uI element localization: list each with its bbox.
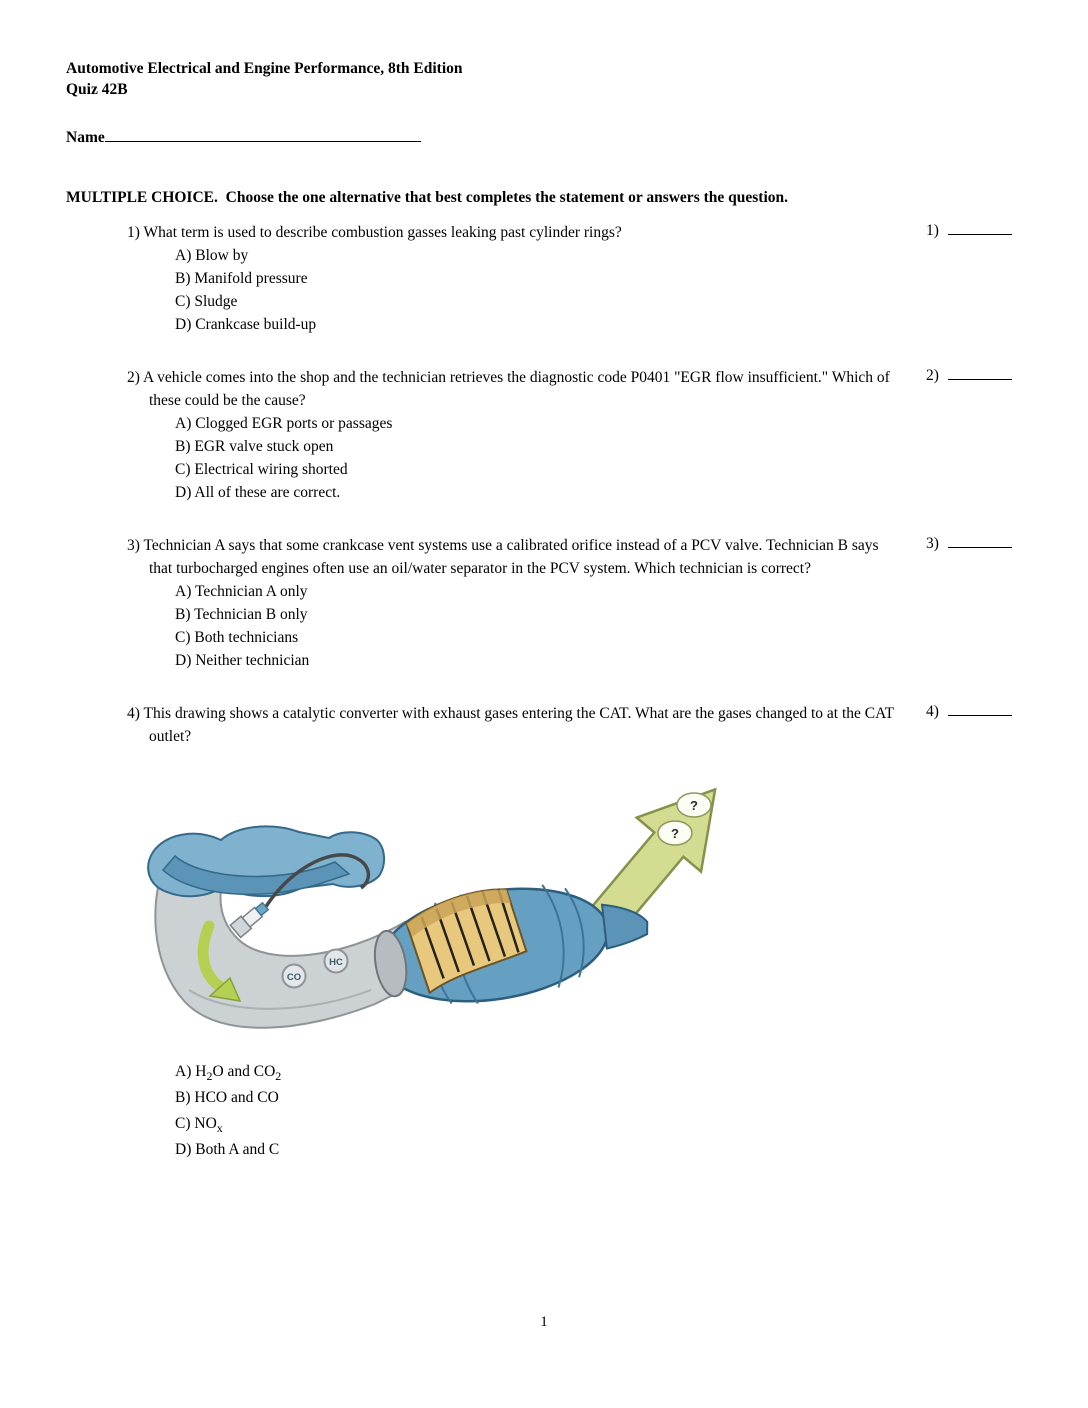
question-2 [127,366,1026,504]
catalytic-converter-figure [143,760,763,1040]
page-number: 1 [540,1314,548,1330]
question-2-text [127,366,895,412]
answer-slot-2 [926,366,1026,385]
question-oval-2 [658,821,692,845]
choice-c-sub: x [216,1121,223,1136]
question-3 [127,534,1026,672]
figure-wrap [143,760,763,1045]
question-1 [127,221,1026,336]
answer-number-4: 4) [926,703,939,720]
answer-blank-2 [948,367,1012,380]
question-mark-1: ? [690,798,698,813]
question-1-main [127,221,926,336]
choice-d: D) Neither technician [175,652,310,669]
question-2-choices [175,412,902,504]
choice-c: C) Both technicians [175,629,299,646]
document-header [66,58,1026,100]
question-4-number: 4) [127,705,140,722]
question-4 [127,702,1026,1163]
choice-c: C) Electrical wiring shorted [175,461,348,478]
quiz-number: Quiz 42B [66,81,128,98]
question-3-number: 3) [127,537,140,554]
co-label: CO [286,972,302,983]
question-3-text [127,534,895,580]
question-oval-1 [677,793,711,817]
question-2-stem: A vehicle comes into the shop and the technician retrieves the diagnostic code P0401 "EGR flow insufficient." Which of these could be the cause? [142,369,890,409]
question-1-number: 1) [127,224,140,241]
choice-a-text2: O and CO [212,1063,276,1080]
name-row [66,128,1026,147]
choice-a-sub2: 2 [275,1069,282,1084]
choice-a [175,1059,902,1085]
choice-d: D) Both A and C [175,1141,280,1158]
choice-a: A) Technician A only [175,583,308,600]
answer-number-3: 3) [926,535,939,552]
choice-a: A) Clogged EGR ports or passages [175,415,393,432]
question-3-choices [175,580,902,672]
co-badge [283,965,306,988]
question-4-main [127,702,926,1163]
name-blank-line [105,128,421,142]
choice-c: C) Sludge [175,293,238,310]
answer-number-2: 2) [926,367,939,384]
choice-c [175,1111,902,1137]
choice-a-sub1: 2 [206,1069,213,1084]
question-2-number: 2) [127,369,140,386]
answer-blank-3 [948,535,1012,548]
choice-d: D) Crankcase build-up [175,316,317,333]
hc-label: HC [329,957,343,968]
question-2-main [127,366,926,504]
question-4-text [127,702,895,748]
question-3-stem: Technician A says that some crankcase vent systems use a calibrated orifice instead of a PCV valve. Technician B says that turbocharged engines often use an oil/water separator in the PCV system. Which technician is correct? [143,537,879,577]
name-label: Name [66,129,105,146]
choice-b: B) EGR valve stuck open [175,438,334,455]
answer-slot-3 [926,534,1026,553]
answer-slot-1 [926,221,1026,240]
hc-badge [325,950,348,973]
question-mark-2: ? [671,826,679,841]
choice-b: B) HCO and CO [175,1089,279,1106]
choice-b: B) Manifold pressure [175,270,308,287]
choice-d: D) All of these are correct. [175,484,341,501]
questions-list [127,221,1026,1163]
question-1-text [127,221,895,244]
choice-c-text: C) NO [175,1115,217,1132]
question-1-choices [175,244,902,336]
answer-number-1: 1) [926,222,939,239]
document-title: Automotive Electrical and Engine Performance, 8th Edition [66,60,463,77]
exhaust-manifold [148,826,384,896]
question-1-stem: What term is used to describe combustion gasses leaking past cylinder rings? [143,224,622,241]
choice-a-text: A) H [175,1063,207,1080]
question-4-choices [175,1059,902,1163]
question-3-main [127,534,926,672]
answer-slot-4 [926,702,1026,721]
answer-blank-4 [948,703,1012,716]
answer-blank-1 [948,222,1012,235]
oxygen-sensor-icon [230,900,270,937]
instructions: MULTIPLE CHOICE. Choose the one alternative that best completes the statement or answers the question. [66,189,788,206]
choice-b: B) Technician B only [175,606,308,623]
choice-a: A) Blow by [175,247,249,264]
question-4-stem: This drawing shows a catalytic converter with exhaust gases entering the CAT. What are the gases changed to at the CAT outlet? [143,705,894,745]
